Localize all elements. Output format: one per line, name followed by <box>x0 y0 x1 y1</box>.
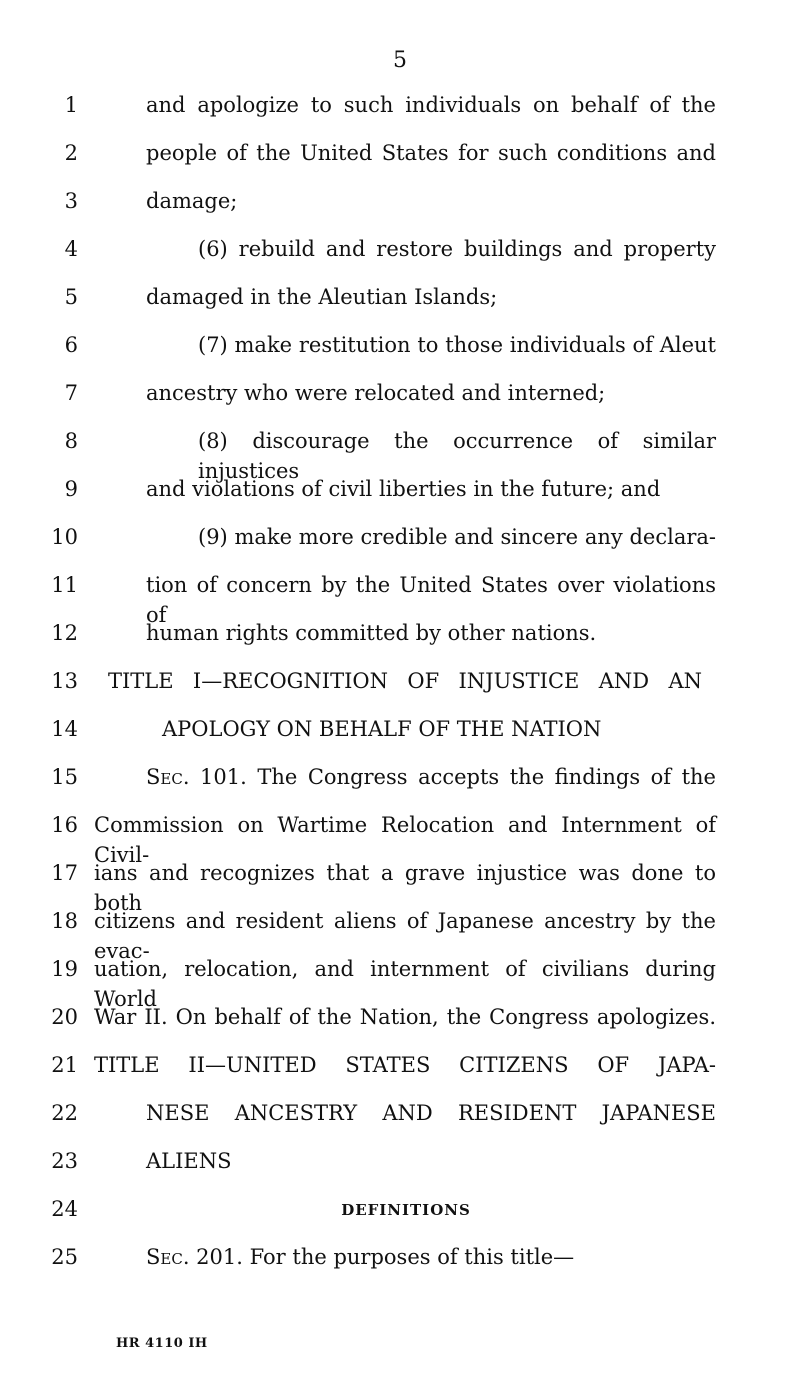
line-text: citizens and resident aliens of Japanese ancestry by the evac- <box>94 909 716 963</box>
section-text: 201. For the purposes of this title— <box>189 1245 575 1269</box>
line-number: 22 <box>51 1101 78 1125</box>
line-text: and violations of civil liberties in the future; and <box>146 477 661 501</box>
title-heading-line <box>0 666 800 714</box>
line-number: 25 <box>51 1245 78 1269</box>
section-heading-line <box>0 1194 800 1242</box>
text-line <box>0 474 800 522</box>
text-line <box>0 234 800 282</box>
line-text: tion of concern by the United States over violations of <box>146 573 716 627</box>
line-number: 6 <box>64 333 78 357</box>
text-line <box>0 330 800 378</box>
title-heading-line <box>0 1146 800 1194</box>
section-text: 101. The Congress accepts the findings of the <box>189 765 716 789</box>
text-line <box>0 906 800 963</box>
definitions-heading: DEFINITIONS <box>341 1201 471 1219</box>
line-number: 19 <box>51 957 78 981</box>
text-line <box>0 954 800 1011</box>
text-line <box>0 282 800 330</box>
line-text: War II. On behalf of the Nation, the Congress apologizes. <box>94 1005 716 1029</box>
text-line <box>0 858 800 915</box>
text-line <box>0 522 800 570</box>
text-line <box>0 570 800 627</box>
line-text: ancestry who were relocated and interned; <box>146 381 606 405</box>
line-number: 17 <box>51 861 78 885</box>
line-number: 12 <box>51 621 78 645</box>
line-number: 21 <box>51 1053 78 1077</box>
text-line <box>0 426 800 483</box>
line-text <box>146 762 716 792</box>
title-heading-line <box>0 1098 800 1146</box>
text-line <box>0 810 800 867</box>
line-number: 18 <box>51 909 78 933</box>
text-line <box>0 1002 800 1050</box>
line-text: human rights committed by other nations. <box>146 621 597 645</box>
line-text: and apologize to such individuals on behalf of the <box>146 93 716 117</box>
line-number: 3 <box>64 189 78 213</box>
line-number: 8 <box>64 429 78 453</box>
line-number: 14 <box>51 717 78 741</box>
line-number: 2 <box>64 141 78 165</box>
title-heading-text: TITLE II—UNITED STATES CITIZENS OF JAPA- <box>94 1053 716 1077</box>
line-text: ians and recognizes that a grave injustice was done to both <box>94 861 716 915</box>
line-text: (6) rebuild and restore buildings and property <box>198 237 716 261</box>
line-number: 20 <box>51 1005 78 1029</box>
bill-footer: HR 4110 IH <box>116 1336 208 1351</box>
page-number: 5 <box>393 48 407 73</box>
line-number: 13 <box>51 669 78 693</box>
section-label: Sec. <box>146 765 190 789</box>
line-number: 24 <box>51 1197 78 1221</box>
line-number: 9 <box>64 477 78 501</box>
line-text: (7) make restitution to those individuals of Aleut <box>198 333 716 357</box>
text-line <box>0 138 800 186</box>
section-label: Sec. <box>146 1245 190 1269</box>
line-text: (8) discourage the occurrence of similar injustices <box>198 429 716 483</box>
title-heading-line <box>0 714 800 762</box>
line-text: (9) make more credible and sincere any declara- <box>198 525 716 549</box>
text-line <box>0 90 800 138</box>
line-text: uation, relocation, and internment of civilians during World <box>94 957 716 1011</box>
line-number: 7 <box>64 381 78 405</box>
title-heading-text: APOLOGY ON BEHALF OF THE NATION <box>162 717 602 741</box>
text-line <box>0 378 800 426</box>
text-line <box>0 762 800 810</box>
line-number: 10 <box>51 525 78 549</box>
text-line <box>0 186 800 234</box>
line-number: 5 <box>64 285 78 309</box>
title-heading-text: TITLE I—RECOGNITION OF INJUSTICE AND AN <box>108 669 702 693</box>
text-line <box>0 618 800 666</box>
title-heading-text: NESE ANCESTRY AND RESIDENT JAPANESE <box>146 1101 716 1125</box>
line-number: 1 <box>64 93 78 117</box>
line-number: 15 <box>51 765 78 789</box>
line-number: 4 <box>64 237 78 261</box>
line-text: Commission on Wartime Relocation and Internment of Civil- <box>94 813 716 867</box>
title-heading-line <box>0 1050 800 1098</box>
line-number: 11 <box>51 573 78 597</box>
line-text: damage; <box>146 189 238 213</box>
line-text: people of the United States for such conditions and <box>146 141 716 165</box>
text-line <box>0 1242 800 1290</box>
line-text: damaged in the Aleutian Islands; <box>146 285 498 309</box>
line-number: 16 <box>51 813 78 837</box>
line-number: 23 <box>51 1149 78 1173</box>
title-heading-text: ALIENS <box>146 1149 232 1173</box>
line-text <box>146 1242 574 1272</box>
